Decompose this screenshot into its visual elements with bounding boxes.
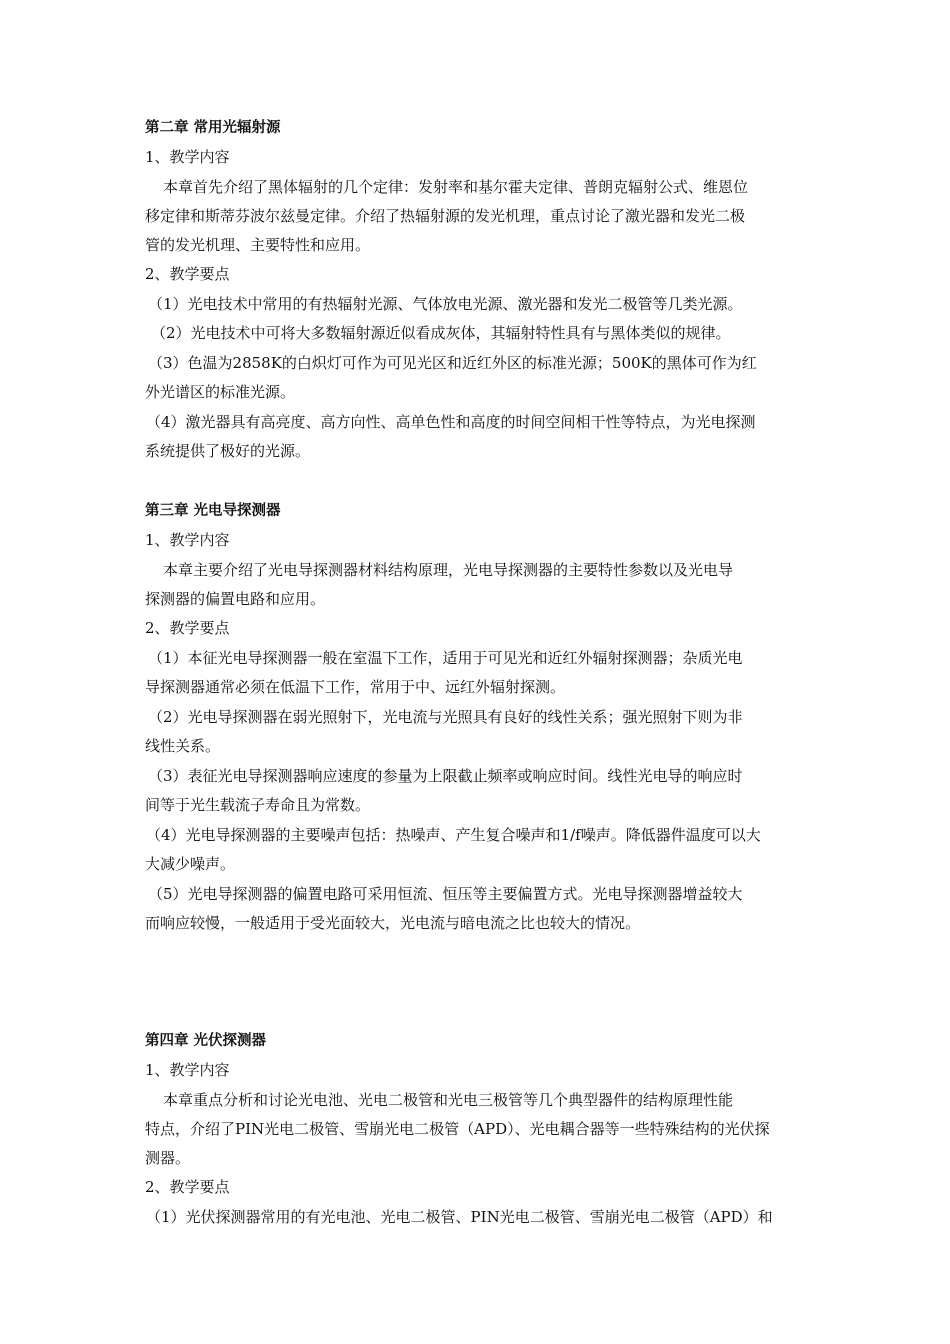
chapter-3-point-2-cont: 线性关系。 [145,737,221,755]
chapter-3-point-1: （1）本征光电导探测器一般在室温下工作，适用于可见光和近红外辐射探测器；杂质光电 [148,649,743,667]
chapter-4-point-1: （1）光伏探测器常用的有光电池、光电二极管、PIN光电二极管、雪崩光电二极管（APD）和 [146,1208,773,1226]
chapter-2-content-line: 移定律和斯蒂芬波尔兹曼定律。介绍了热辐射源的发光机理，重点讨论了激光器和发光二极 [145,207,746,225]
chapter-4-content-line: 本章重点分析和讨论光电池、光电二极管和光电三极管等几个典型器件的结构原理性能 [163,1091,734,1109]
chapter-2-point-4: （4）激光器具有高亮度、高方向性、高单色性和高度的时间空间相干性等特点，为光电探测 [146,413,756,431]
chapter-2-point-3-cont: 外光谱区的标准光源。 [145,383,296,401]
chapter-3-point-3: （3）表征光电导探测器响应速度的参量为上限截止频率或响应时间。线性光电导的响应时 [148,767,743,785]
chapter-3-point-1-cont: 导探测器通常必须在低温下工作，常用于中、远红外辐射探测。 [145,678,566,696]
chapter-4-title: 第四章 光伏探测器 [145,1033,267,1049]
chapter-4-content-line: 测器。 [145,1149,191,1167]
chapter-4-section-1-heading: 1、教学内容 [145,1061,230,1079]
chapter-2-section-1-heading: 1、教学内容 [145,148,230,166]
chapter-3-point-4-cont: 大减少噪声。 [145,855,236,873]
chapter-4-section-2-heading: 2、教学要点 [145,1178,230,1196]
chapter-2-content-line: 管的发光机理、主要特性和应用。 [145,236,371,254]
chapter-3-section-1-heading: 1、教学内容 [145,531,230,549]
chapter-3-section-2-heading: 2、教学要点 [145,619,230,637]
chapter-2-section-2-heading: 2、教学要点 [145,265,230,283]
chapter-2-content-line: 本章首先介绍了黑体辐射的几个定律：发射率和基尔霍夫定律、普朗克辐射公式、维恩位 [163,178,749,196]
chapter-3-point-3-cont: 间等于光生载流子寿命且为常数。 [145,796,371,814]
chapter-3-content-line: 探测器的偏置电路和应用。 [145,590,326,608]
chapter-3-point-4: （4）光电导探测器的主要噪声包括：热噪声、产生复合噪声和1/f噪声。降低器件温度可以大 [146,826,761,844]
chapter-2-title: 第二章 常用光辐射源 [145,120,281,136]
chapter-4-content-line: 特点，介绍了PIN光电二极管、雪崩光电二极管（APD）、光电耦合器等一些特殊结构的光伏探 [145,1120,770,1138]
chapter-3-point-2: （2）光电导探测器在弱光照射下，光电流与光照具有良好的线性关系；强光照射下则为非 [148,708,743,726]
chapter-2-point-2: （2）光电技术中可将大多数辐射源近似看成灰体，其辐射特性具有与黑体类似的规律。 [151,324,731,342]
chapter-3-title: 第三章 光电导探测器 [145,503,281,519]
chapter-3-content-line: 本章主要介绍了光电导探测器材料结构原理，光电导探测器的主要特性参数以及光电导 [163,561,734,579]
chapter-3-point-5-cont: 而响应较慢，一般适用于受光面较大，光电流与暗电流之比也较大的情况。 [145,914,641,932]
chapter-2-point-1: （1）光电技术中常用的有热辐射光源、气体放电光源、激光器和发光二极管等几类光源。 [148,295,743,313]
chapter-2-point-3: （3）色温为2858K的白炽灯可作为可见光区和近红外区的标准光源；500K的黑体可作为红 [148,354,757,372]
chapter-2-point-4-cont: 系统提供了极好的光源。 [145,442,311,460]
chapter-3-point-5: （5）光电导探测器的偏置电路可采用恒流、恒压等主要偏置方式。光电导探测器增益较大 [148,885,743,903]
